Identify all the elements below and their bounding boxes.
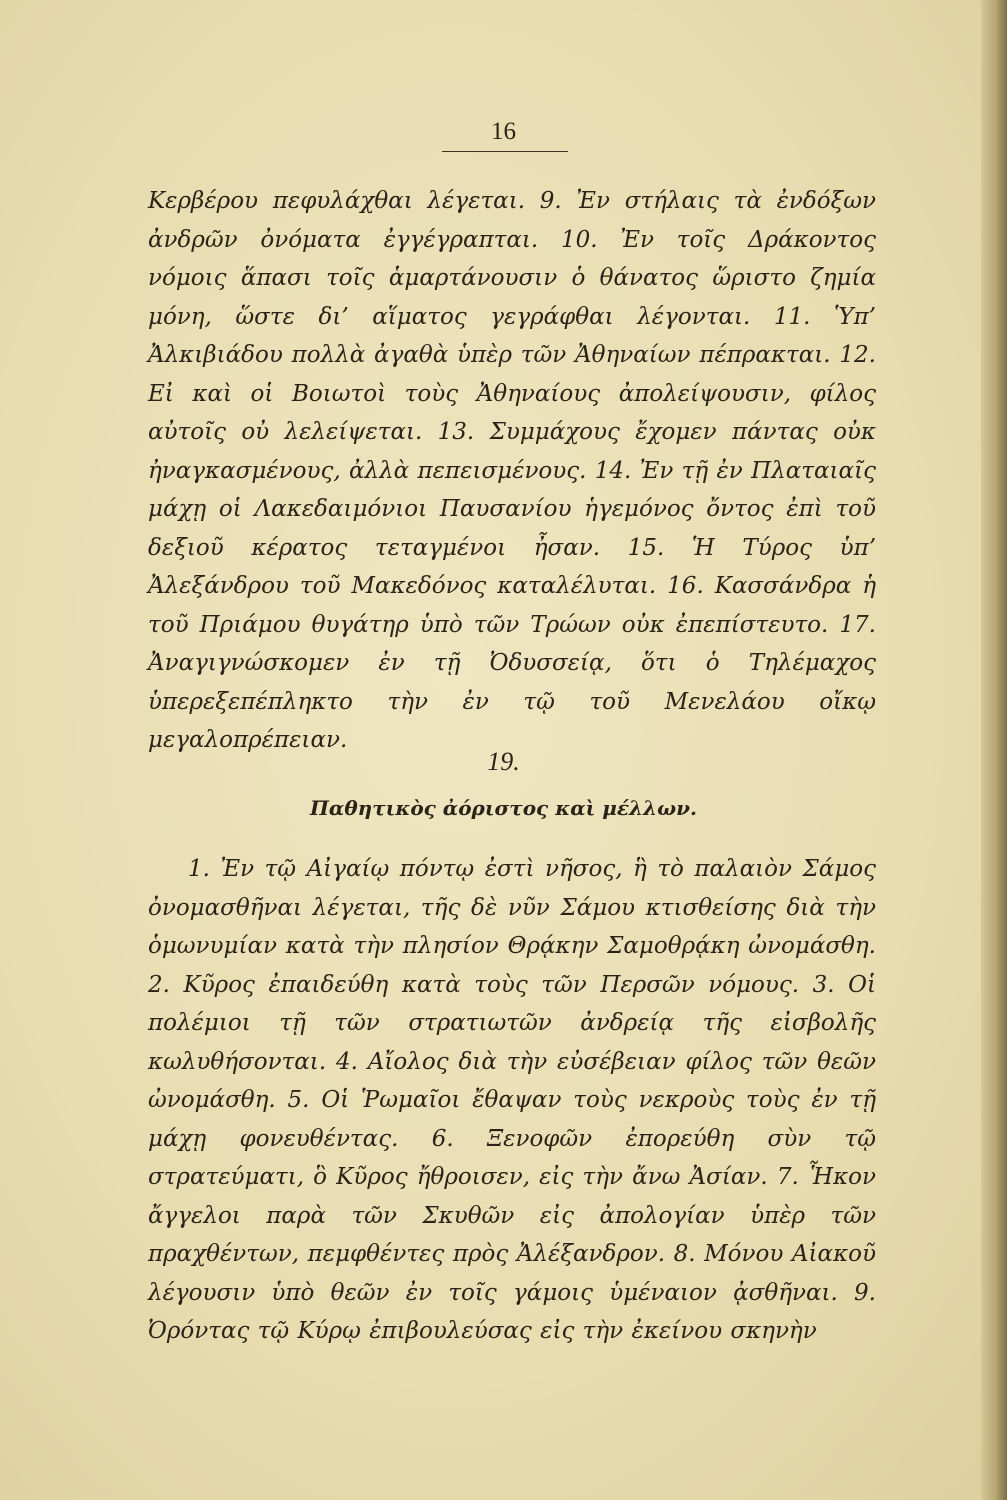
page-number: 16 [491, 118, 516, 145]
exercise-paragraph-continued: Κερβέρου πεφυλάχθαι λέγεται. 9. Ἐν στήλαις τὰ ἐνδόξων ἀνδρῶν ὀνόματα ἐγγέγραπται. 10. Ἐν τοῖς Δράκοντος νόμοις ἅπασι τοῖς ἁμαρτάνουσιν ὁ θάνατος ὥριστο ζημία μόνη, ὥστε δι’ αἵματος γεγράφθαι λέγονται. 11. Ὑπ’ Ἀλκιβιάδου πολλὰ ἀγαθὰ ὑπὲρ τῶν Ἀθηναίων πέπρακται. 12. Εἰ καὶ οἱ Βοιωτοὶ τοὺς Ἀθηναίους ἀπολείψουσιν, φίλος αὐτοῖς οὐ λελείψεται. 13. Συμμάχους ἔχομεν πάντας οὐκ ἠναγκασμένους, ἀλλὰ πεπεισμένους. 14. Ἐν τῇ ἐν Πλαταιαῖς μάχῃ οἱ Λακεδαιμόνιοι Παυσανίου ἡγεμόνος ὄντος ἐπὶ τοῦ δεξιοῦ κέρατος τεταγμένοι ἦσαν. 15. Ἡ Τύρος ὑπ’ Ἀλεξάνδρου τοῦ Μακεδόνος καταλέλυται. 16. Κασσάνδρα ἡ τοῦ Πριάμου θυγάτηρ ὑπὸ τῶν Τρώων οὐκ ἐπεπίστευτο. 17. Ἀναγιγνώσκομεν ἐν τῇ Ὀδυσσείᾳ, ὅτι ὁ Τηλέμαχος ὑπερεξεπέπληκτο τὴν ἐν τῷ τοῦ Μενελάου οἴκῳ μεγαλοπρέπειαν. [148, 188, 876, 753]
section-title: Παθητικὸς ἀόριστος καὶ μέλλων. [310, 796, 697, 820]
exercise-paragraph-section-19: 1. Ἐν τῷ Αἰγαίῳ πόντῳ ἐστὶ νῆσος, ἣ τὸ παλαιὸν Σάμος ὀνομασθῆναι λέγεται, τῆς δὲ νῦν Σάμου κτισθείσης διὰ τὴν ὁμωνυμίαν κατὰ τὴν πλησίον Θρᾴκην Σαμοθρᾴκη ὠνομάσθη. 2. Κῦρος ἐπαιδεύθη κατὰ τοὺς τῶν Περσῶν νόμους. 3. Οἱ πολέμιοι τῇ τῶν στρατιωτῶν ἀνδρείᾳ τῆς εἰσβολῆς κωλυθήσονται. 4. Αἴολος διὰ τὴν εὐσέβειαν φίλος τῶν θεῶν ὠνομάσθη. 5. Οἱ Ῥωμαῖοι ἔθαψαν τοὺς νεκροὺς τοὺς ἐν τῇ μάχῃ φονευθέντας. 6. Ξενοφῶν ἐπορεύθη σὺν τῷ στρατεύματι, ὃ Κῦρος ἤθροισεν, εἰς τὴν ἄνω Ἀσίαν. 7. Ἧκον ἄγγελοι παρὰ τῶν Σκυθῶν εἰς ἀπολογίαν ὑπὲρ τῶν πραχθέντων, πεμφθέντες πρὸς Ἀλέξανδρον. 8. Μόνου Αἰακοῦ λέγουσιν ὑπὸ θεῶν ἐν τοῖς γάμοις ὑμέναιον ᾀσθῆναι. 9. Ὀρόντας τῷ Κύρῳ ἐπιβουλεύσας εἰς τὴν ἐκείνου σκηνὴν [148, 856, 876, 1344]
section-number: 19. [487, 747, 520, 776]
page-number-rule [442, 151, 568, 152]
